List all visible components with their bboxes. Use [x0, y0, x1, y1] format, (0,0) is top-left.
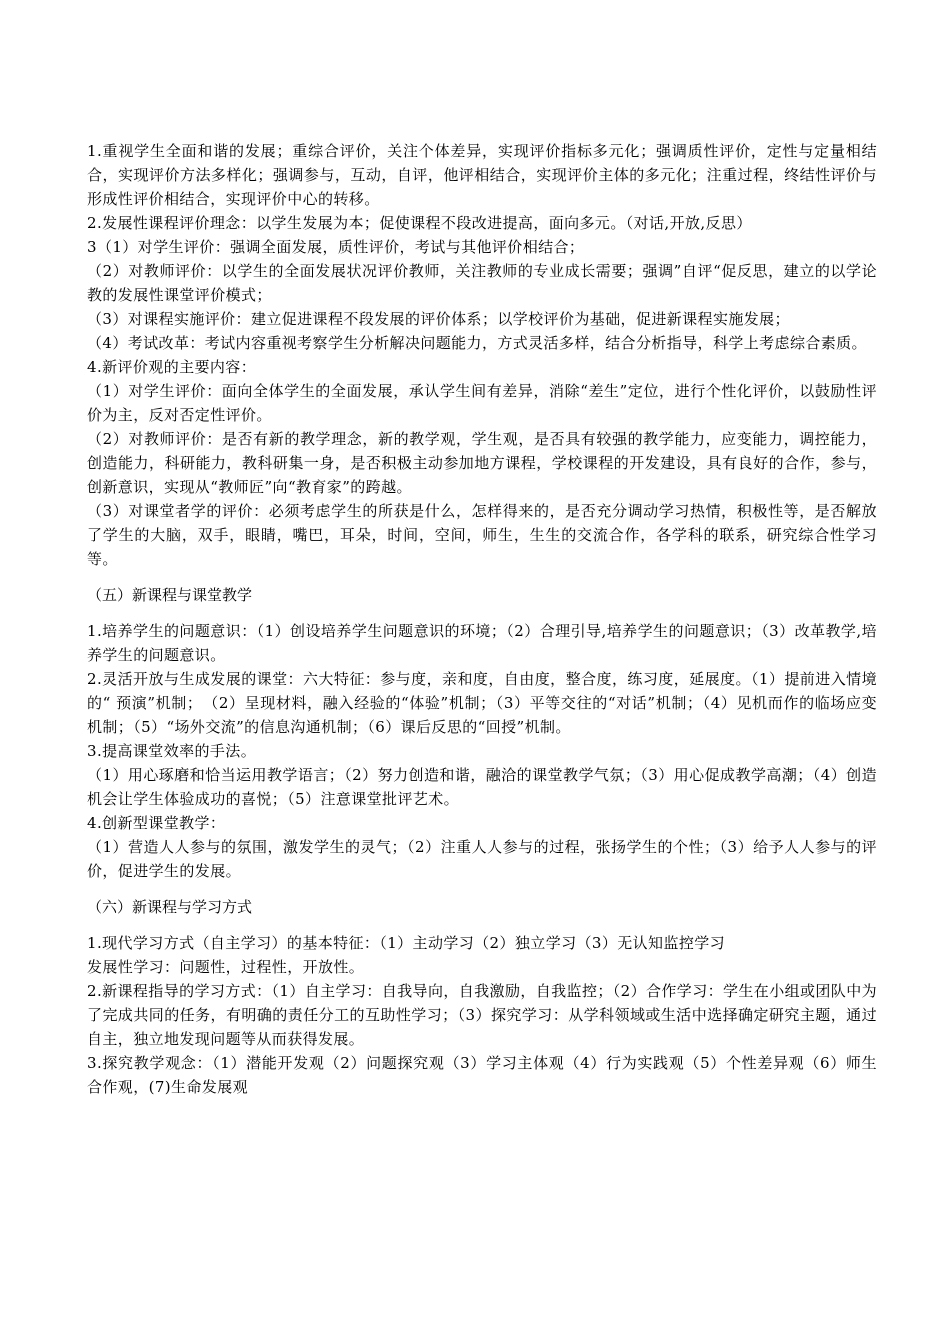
section-heading-6: （六）新课程与学习方式	[87, 898, 253, 916]
paragraph-classroom-4-1: （1）营造人人参与的氛围，激发学生的灵气；（2）注重人人参与的过程，张扬学生的个性；（3）给予人人参与的评价，促进学生的发展。	[87, 838, 877, 880]
paragraph-evaluation-3-2: （2）对教师评价：以学生的全面发展状况评价教师，关注教师的专业成长需要；强调”自评“促反思，建立的以学论教的发展性课堂评价模式；	[87, 262, 877, 304]
paragraph-classroom-3: 3.提高课堂效率的手法。	[87, 742, 257, 760]
paragraph-evaluation-4-2: （2）对教师评价：是否有新的教学理念，新的教学观，学生观，是否具有较强的教学能力，应变能力，调控能力，创造能力，科研能力，教科研集一身，是否积极主动参加地方课程，学校课程的开发建设，具有良好的合作，参与，创新意识，实现从“教师匠”向“教育家”的跨越。	[87, 430, 877, 496]
paragraph-classroom-2: 2.灵活开放与生成发展的课堂：六大特征：参与度，亲和度，自由度，整合度，练习度，延展度。（1）提前进入情境的“ 预演”机制； （2）呈现材料，融入经验的“体验”机制；（3）平等交往的“对话”机制；（4）见机而作的临场应变机制；（5）“场外交流”的信息沟通机制；（6）课后反思的“回授”机制。	[87, 670, 877, 736]
paragraph-classroom-1: 1.培养学生的问题意识：（1）创设培养学生问题意识的环境；（2）合理引导,培养学生的问题意识；（3）改革教学,培养学生的问题意识。	[87, 622, 877, 664]
paragraph-evaluation-4-3: （3）对课堂者学的评价：必须考虑学生的所获是什么，怎样得来的，是否充分调动学习热情，积极性等，是否解放了学生的大脑，双手，眼睛，嘴巴，耳朵，时间，空间，师生，生生的交流合作，各学科的联系，研究综合性学习等。	[87, 502, 877, 568]
paragraph-classroom-4: 4.创新型课堂教学：	[87, 814, 226, 832]
paragraph-classroom-3-1: （1）用心琢磨和恰当运用教学语言；（2）努力创造和谐，融洽的课堂教学气氛；（3）用心促成教学高潮；（4）创造机会让学生体验成功的喜悦；（5）注意课堂批评艺术。	[87, 766, 877, 808]
paragraph-learning-3: 3.探究教学观念：（1）潜能开发观（2）问题探究观（3）学习主体观（4）行为实践观（5）个性差异观（6）师生合作观，(7)生命发展观	[87, 1054, 877, 1096]
paragraph-evaluation-4-1: （1）对学生评价：面向全体学生的全面发展，承认学生间有差异，消除“差生”定位，进行个性化评价，以鼓励性评价为主，反对否定性评价。	[87, 382, 877, 424]
paragraph-learning-2: 2.新课程指导的学习方式：（1）自主学习：自我导向，自我激励，自我监控；（2）合作学习：学生在小组或团队中为了完成共同的任务，有明确的责任分工的互助性学习；（3）探究学习：从学科领域或生活中选择确定研究主题，通过自主，独立地发现问题等从而获得发展。	[87, 982, 878, 1048]
paragraph-learning-1: 1.现代学习方式（自主学习）的基本特征：（1）主动学习（2）独立学习（3）无认知监控学习	[87, 934, 726, 952]
document-page	[87, 139, 877, 1099]
paragraph-learning-1-2: 发展性学习：问题性，过程性，开放性。	[87, 958, 365, 976]
paragraph-evaluation-2: 2.发展性课程评价理念：以学生发展为本；促使课程不段改进提高，面向多元。（对话,开放,反思）	[87, 214, 752, 232]
section-heading-5: （五）新课程与课堂教学	[87, 586, 253, 604]
paragraph-evaluation-3: 3（1）对学生评价：强调全面发展，质性评价，考试与其他评价相结合；	[87, 238, 585, 256]
paragraph-evaluation-3-4: （4）考试改革：考试内容重视考察学生分析解决问题能力，方式灵活多样，结合分析指导，科学上考虑综合素质。	[87, 334, 867, 352]
paragraph-evaluation-4: 4.新评价观的主要内容：	[87, 358, 257, 376]
paragraph-evaluation-3-3: （3）对课程实施评价：建立促进课程不段发展的评价体系；以学校评价为基础，促进新课程实施发展；	[87, 310, 790, 328]
paragraph-evaluation-1: 1.重视学生全面和谐的发展；重综合评价，关注个体差异，实现评价指标多元化；强调质性评价，定性与定量相结合，实现评价方法多样化；强调参与，互动，自评，他评相结合，实现评价主体的多元化；注重过程，终结性评价与形成性评价相结合，实现评价中心的转移。	[87, 142, 877, 208]
